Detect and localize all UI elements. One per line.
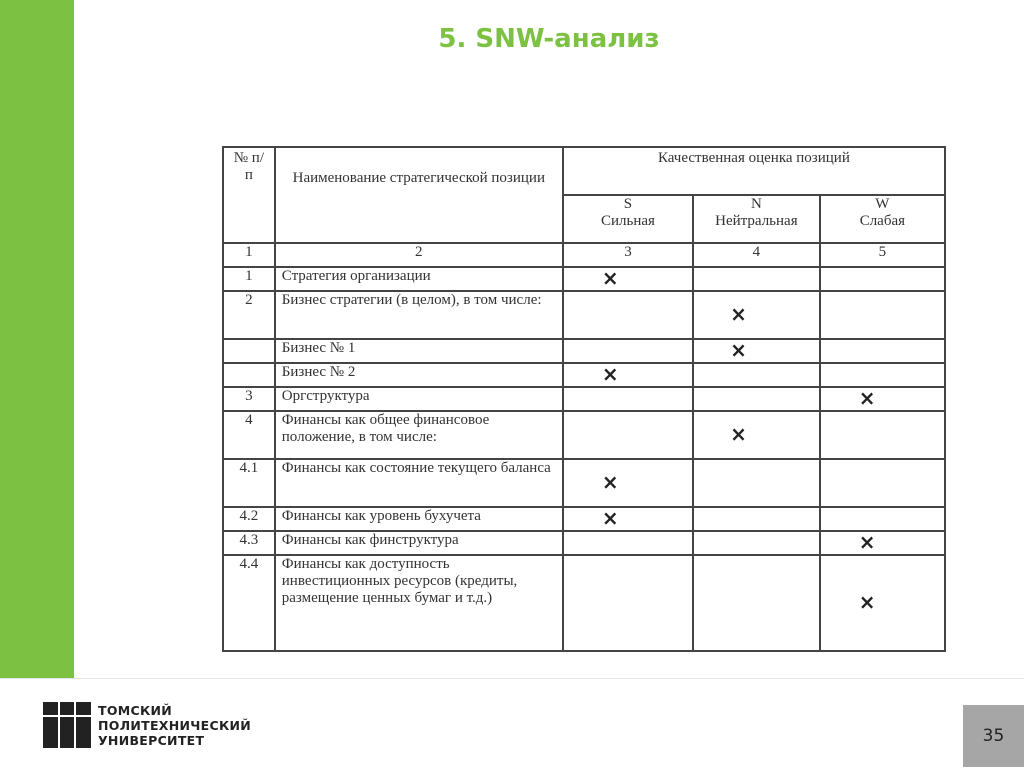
row-position-name: Оргструктура	[275, 387, 563, 411]
rating-cell-n	[693, 363, 820, 387]
rating-cell-w	[820, 267, 945, 291]
row-position-name: Бизнес стратегии (в целом), в том числе:	[275, 291, 563, 339]
rating-mark-icon: ×	[858, 530, 876, 554]
rating-mark-icon: ×	[601, 470, 619, 494]
row-number: 4.1	[223, 459, 275, 507]
row-position-name: Финансы как общее финансовое положение, в том числе:	[275, 411, 563, 459]
rating-mark-icon: ×	[601, 362, 619, 386]
header-w-label: Слабая	[859, 213, 906, 229]
rating-cell-w	[820, 411, 945, 459]
rating-cell-s	[563, 411, 693, 459]
row-position-name: Стратегия организации	[275, 267, 563, 291]
row-position-name: Финансы как финструктура	[275, 531, 563, 555]
column-number: 2	[275, 243, 563, 267]
header-s-label: Сильная	[600, 213, 655, 229]
rating-cell-s	[563, 387, 693, 411]
rating-cell-w	[820, 291, 945, 339]
row-number	[223, 339, 275, 363]
row-number: 4.3	[223, 531, 275, 555]
header-num: № п/п	[223, 147, 275, 243]
header-n	[693, 195, 820, 243]
row-number: 4	[223, 411, 275, 459]
rating-mark-icon: ×	[858, 386, 876, 410]
snw-table-container	[222, 146, 946, 652]
rating-cell-s	[563, 555, 693, 651]
university-name-line3: УНИВЕРСИТЕТ	[98, 733, 205, 748]
rating-cell-s	[563, 339, 693, 363]
table-row	[223, 291, 945, 339]
header-n-letter: N	[750, 196, 762, 212]
page-number-box	[963, 705, 1024, 767]
header-s	[563, 195, 693, 243]
row-number	[223, 363, 275, 387]
rating-cell-s	[563, 267, 693, 291]
row-position-name: Финансы как доступность инвестиционных ресурсов (кредиты, размещение ценных бумаг и т.д.)	[275, 555, 563, 651]
column-number: 3	[563, 243, 693, 267]
table-row	[223, 267, 945, 291]
table-row	[223, 531, 945, 555]
snw-table	[222, 146, 946, 652]
row-number: 2	[223, 291, 275, 339]
rating-cell-n	[693, 267, 820, 291]
page-number: 35	[982, 726, 1005, 746]
rating-cell-n	[693, 555, 820, 651]
rating-mark-icon: ×	[730, 338, 747, 362]
row-position-name: Финансы как уровень бухучета	[275, 507, 563, 531]
rating-cell-w	[820, 555, 945, 651]
rating-mark-icon: ×	[730, 422, 747, 446]
rating-cell-s	[563, 507, 693, 531]
table-row	[223, 339, 945, 363]
rating-cell-w	[820, 459, 945, 507]
left-accent-bar	[0, 0, 74, 678]
footer-divider	[0, 678, 1024, 679]
rating-cell-n	[693, 531, 820, 555]
header-w	[820, 195, 945, 243]
rating-cell-s	[563, 531, 693, 555]
rating-cell-w	[820, 363, 945, 387]
rating-cell-n	[693, 507, 820, 531]
column-number: 5	[820, 243, 945, 267]
rating-mark-icon: ×	[730, 302, 747, 326]
university-logo-icon	[43, 702, 91, 748]
rating-cell-s	[563, 459, 693, 507]
rating-cell-n	[693, 411, 820, 459]
header-group: Качественная оценка позиций	[563, 147, 945, 195]
row-number: 1	[223, 267, 275, 291]
column-number: 1	[223, 243, 275, 267]
university-name-line2: ПОЛИТЕХНИЧЕСКИЙ	[98, 718, 252, 733]
table-row	[223, 363, 945, 387]
row-number: 3	[223, 387, 275, 411]
row-number: 4.2	[223, 507, 275, 531]
rating-cell-n	[693, 459, 820, 507]
header-name: Наименование стратегической позиции	[275, 147, 563, 243]
rating-cell-w	[820, 387, 945, 411]
rating-mark-icon: ×	[601, 506, 619, 530]
rating-cell-w	[820, 339, 945, 363]
university-name-line1: ТОМСКИЙ	[98, 703, 173, 718]
table-row	[223, 387, 945, 411]
table-row	[223, 555, 945, 651]
university-name	[98, 703, 251, 748]
table-row	[223, 507, 945, 531]
rating-cell-s	[563, 291, 693, 339]
slide-title: 5. SNW-анализ	[438, 24, 660, 54]
row-number: 4.4	[223, 555, 275, 651]
rating-cell-s	[563, 363, 693, 387]
rating-cell-n	[693, 387, 820, 411]
rating-cell-w	[820, 531, 945, 555]
rating-cell-n	[693, 339, 820, 363]
header-n-label: Нейтральная	[715, 213, 798, 229]
header-s-letter: S	[623, 196, 633, 212]
table-row	[223, 459, 945, 507]
row-position-name: Бизнес № 2	[275, 363, 563, 387]
rating-mark-icon: ×	[858, 590, 876, 614]
header-w-letter: W	[875, 196, 890, 212]
row-position-name: Бизнес № 1	[275, 339, 563, 363]
table-row	[223, 411, 945, 459]
rating-mark-icon: ×	[601, 266, 619, 290]
column-number: 4	[693, 243, 820, 267]
rating-cell-n	[693, 291, 820, 339]
row-position-name: Финансы как состояние текущего баланса	[275, 459, 563, 507]
rating-cell-w	[820, 507, 945, 531]
